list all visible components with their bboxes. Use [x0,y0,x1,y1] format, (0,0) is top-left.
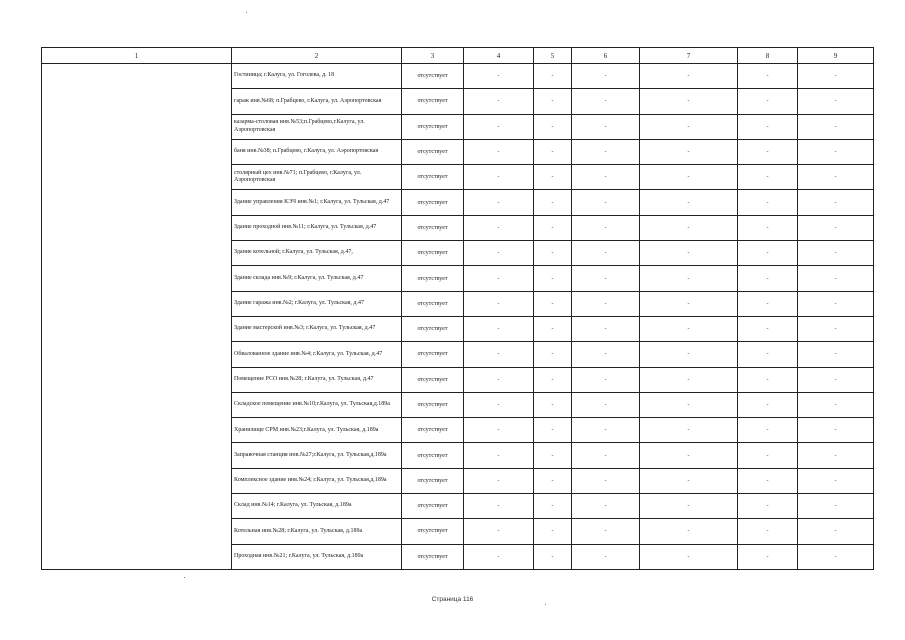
dash-cell-col-7: - [640,241,738,266]
dash-cell-col-9: - [798,342,874,367]
dash-cell-col-4: - [464,215,534,240]
column-1-cell [42,64,232,570]
dash-cell-col-9: - [798,64,874,89]
status-cell: отсутствует [402,342,464,367]
dash-cell-col-6: - [572,64,640,89]
dash-cell-col-8: - [738,215,798,240]
dash-cell-col-7: - [640,89,738,114]
object-name-cell: Здание мастерской инв.№3; г.Калуга, ул. Тульская, д.47 [232,316,402,341]
dash-cell-col-6: - [572,342,640,367]
object-name-cell: Здание проходной инв.№11; г.Калуга, ул. Тульская, д.47 [232,215,402,240]
header-row [42,48,874,64]
dash-cell-col-4: - [464,367,534,392]
dash-cell-col-8: - [738,64,798,89]
dash-cell-col-5: - [534,418,572,443]
status-cell: отсутствует [402,519,464,544]
dash-cell-col-9: - [798,89,874,114]
dash-cell-col-8: - [738,114,798,139]
object-name-cell: Гостиница; г.Калуга, ул. Гоголева, д. 18 [232,64,402,89]
dash-cell-col-9: - [798,367,874,392]
dash-cell-col-7: - [640,165,738,190]
object-name-cell: Заправочная станция инв.№27;г.Калуга, ул. Тульская,д.189а [232,443,402,468]
scan-speck [246,12,247,13]
dash-cell-col-6: - [572,544,640,569]
column-header-6: 6 [572,48,640,64]
dash-cell-col-8: - [738,494,798,519]
dash-cell-col-8: - [738,89,798,114]
status-cell: отсутствует [402,367,464,392]
dash-cell-col-5: - [534,241,572,266]
status-cell: отсутствует [402,392,464,417]
dash-cell-col-5: - [534,190,572,215]
dash-cell-col-4: - [464,190,534,215]
dash-cell-col-5: - [534,494,572,519]
status-cell: отсутствует [402,468,464,493]
dash-cell-col-8: - [738,139,798,164]
dash-cell-col-9: - [798,241,874,266]
dash-cell-col-5: - [534,215,572,240]
object-name-cell: Проходная инв.№21; г.Калуга, ул. Тульская, д.189а [232,544,402,569]
column-header-5: 5 [534,48,572,64]
dash-cell-col-8: - [738,291,798,316]
dash-cell-col-4: - [464,89,534,114]
dash-cell-col-9: - [798,316,874,341]
object-name-cell: Комплексное здание инв.№24; г.Калуга, ул. Тульская,д.189а [232,468,402,493]
status-cell: отсутствует [402,190,464,215]
dash-cell-col-7: - [640,418,738,443]
status-cell: отсутствует [402,89,464,114]
dash-cell-col-7: - [640,139,738,164]
dash-cell-col-9: - [798,291,874,316]
status-cell: отсутствует [402,114,464,139]
dash-cell-col-6: - [572,392,640,417]
object-name-cell: баня инв.№38; п.Грабцево, г.Калуга, ул. Аэропортовская [232,139,402,164]
dash-cell-col-4: - [464,114,534,139]
dash-cell-col-7: - [640,392,738,417]
dash-cell-col-7: - [640,519,738,544]
dash-cell-col-4: - [464,139,534,164]
page-number: Страница 116 [431,596,474,603]
dash-cell-col-7: - [640,468,738,493]
dash-cell-col-5: - [534,316,572,341]
status-cell: отсутствует [402,316,464,341]
dash-cell-col-5: - [534,443,572,468]
dash-cell-col-6: - [572,215,640,240]
dash-cell-col-6: - [572,443,640,468]
dash-cell-col-6: - [572,114,640,139]
object-name-cell: Обвалованное здание инв.№4; г.Калуга, ул. Тульская, д.47 [232,342,402,367]
dash-cell-col-6: - [572,266,640,291]
dash-cell-col-7: - [640,266,738,291]
dash-cell-col-8: - [738,190,798,215]
dash-cell-col-6: - [572,316,640,341]
object-name-cell: гараж инв.№68; п.Грабцево, г.Калуга, ул. Аэропортовская [232,89,402,114]
status-cell: отсутствует [402,241,464,266]
object-name-cell: Хранилище СРМ инв.№23;г.Калуга, ул. Тульская, д.189а [232,418,402,443]
object-name-cell: Складское помещение инв.№10;г.Калуга, ул. Тульская,д.189а [232,392,402,417]
dash-cell-col-4: - [464,392,534,417]
dash-cell-col-5: - [534,266,572,291]
dash-cell-col-4: - [464,241,534,266]
status-cell: отсутствует [402,64,464,89]
dash-cell-col-5: - [534,89,572,114]
dash-cell-col-7: - [640,342,738,367]
dash-cell-col-8: - [738,519,798,544]
dash-cell-col-9: - [798,468,874,493]
dash-cell-col-5: - [534,544,572,569]
dash-cell-col-9: - [798,443,874,468]
dash-cell-col-6: - [572,139,640,164]
dash-cell-col-7: - [640,443,738,468]
dash-cell-col-6: - [572,519,640,544]
dash-cell-col-4: - [464,519,534,544]
dash-cell-col-6: - [572,468,640,493]
status-cell: отсутствует [402,215,464,240]
dash-cell-col-6: - [572,89,640,114]
object-name-cell: казарма-столовая инв.№53;п.Грабцево,г.Калуга, ул. Аэропортовская [232,114,402,139]
dash-cell-col-6: - [572,418,640,443]
dash-cell-col-9: - [798,519,874,544]
dash-cell-col-7: - [640,291,738,316]
dash-cell-col-7: - [640,114,738,139]
dash-cell-col-8: - [738,392,798,417]
dash-cell-col-8: - [738,266,798,291]
dash-cell-col-8: - [738,165,798,190]
dash-cell-col-4: - [464,443,534,468]
dash-cell-col-4: - [464,418,534,443]
dash-cell-col-5: - [534,342,572,367]
dash-cell-col-6: - [572,367,640,392]
table-row [42,64,874,89]
dash-cell-col-7: - [640,215,738,240]
dash-cell-col-8: - [738,316,798,341]
dash-cell-col-5: - [534,468,572,493]
dash-cell-col-4: - [464,544,534,569]
dash-cell-col-5: - [534,367,572,392]
dash-cell-col-6: - [572,165,640,190]
dash-cell-col-4: - [464,266,534,291]
dash-cell-col-8: - [738,241,798,266]
table-body [42,64,874,570]
dash-cell-col-7: - [640,316,738,341]
column-header-3: 3 [402,48,464,64]
scan-speck [184,577,185,578]
object-name-cell: Помещение РСО инв.№28; г.Калуга, ул. Тульская, д.47 [232,367,402,392]
column-header-8: 8 [738,48,798,64]
status-cell: отсутствует [402,443,464,468]
dash-cell-col-8: - [738,342,798,367]
dash-cell-col-4: - [464,316,534,341]
dash-cell-col-9: - [798,114,874,139]
column-header-7: 7 [640,48,738,64]
dash-cell-col-9: - [798,190,874,215]
dash-cell-col-4: - [464,165,534,190]
status-cell: отсутствует [402,139,464,164]
object-name-cell: Склад инв.№14; г.Калуга, ул. Тульская, д.189а [232,494,402,519]
dash-cell-col-9: - [798,418,874,443]
scan-speck [545,604,546,605]
column-header-1: 1 [42,48,232,64]
object-name-cell: Здание гаража инв.№2; г.Калуга, ул. Тульская, д.47 [232,291,402,316]
dash-cell-col-4: - [464,494,534,519]
dash-cell-col-9: - [798,215,874,240]
dash-cell-col-4: - [464,64,534,89]
dash-cell-col-5: - [534,64,572,89]
column-header-9: 9 [798,48,874,64]
dash-cell-col-6: - [572,494,640,519]
dash-cell-col-8: - [738,544,798,569]
dash-cell-col-5: - [534,291,572,316]
dash-cell-col-6: - [572,291,640,316]
dash-cell-col-9: - [798,494,874,519]
column-header-2: 2 [232,48,402,64]
dash-cell-col-6: - [572,241,640,266]
dash-cell-col-9: - [798,266,874,291]
status-cell: отсутствует [402,266,464,291]
dash-cell-col-5: - [534,165,572,190]
dash-cell-col-5: - [534,519,572,544]
dash-cell-col-4: - [464,342,534,367]
dash-cell-col-7: - [640,494,738,519]
dash-cell-col-8: - [738,418,798,443]
dash-cell-col-5: - [534,392,572,417]
dash-cell-col-7: - [640,64,738,89]
object-name-cell: Здание склада инв.№9; г.Калуга, ул. Тульская, д.47 [232,266,402,291]
object-name-cell: Котельная инв.№28; г.Калуга, ул. Тульская, д.189а [232,519,402,544]
dash-cell-col-9: - [798,392,874,417]
status-cell: отсутствует [402,494,464,519]
dash-cell-col-7: - [640,367,738,392]
status-cell: отсутствует [402,291,464,316]
register-table [41,47,874,570]
dash-cell-col-5: - [534,139,572,164]
object-name-cell: Здание котельной; г.Калуга, ул. Тульская, д.47, [232,241,402,266]
dash-cell-col-9: - [798,544,874,569]
dash-cell-col-5: - [534,114,572,139]
dash-cell-col-9: - [798,165,874,190]
status-cell: отсутствует [402,418,464,443]
dash-cell-col-8: - [738,468,798,493]
dash-cell-col-4: - [464,468,534,493]
column-header-4: 4 [464,48,534,64]
dash-cell-col-6: - [572,190,640,215]
status-cell: отсутствует [402,165,464,190]
dash-cell-col-4: - [464,291,534,316]
object-name-cell: Здание управления КЭЧ инв.№1; г.Калуга, ул. Тульская, д.47 [232,190,402,215]
dash-cell-col-7: - [640,544,738,569]
object-name-cell: столярный цех инв.№71; п.Грабцево, г.Калуга, ул. Аэропортовская [232,165,402,190]
dash-cell-col-8: - [738,367,798,392]
dash-cell-col-8: - [738,443,798,468]
dash-cell-col-7: - [640,190,738,215]
status-cell: отсутствует [402,544,464,569]
dash-cell-col-9: - [798,139,874,164]
